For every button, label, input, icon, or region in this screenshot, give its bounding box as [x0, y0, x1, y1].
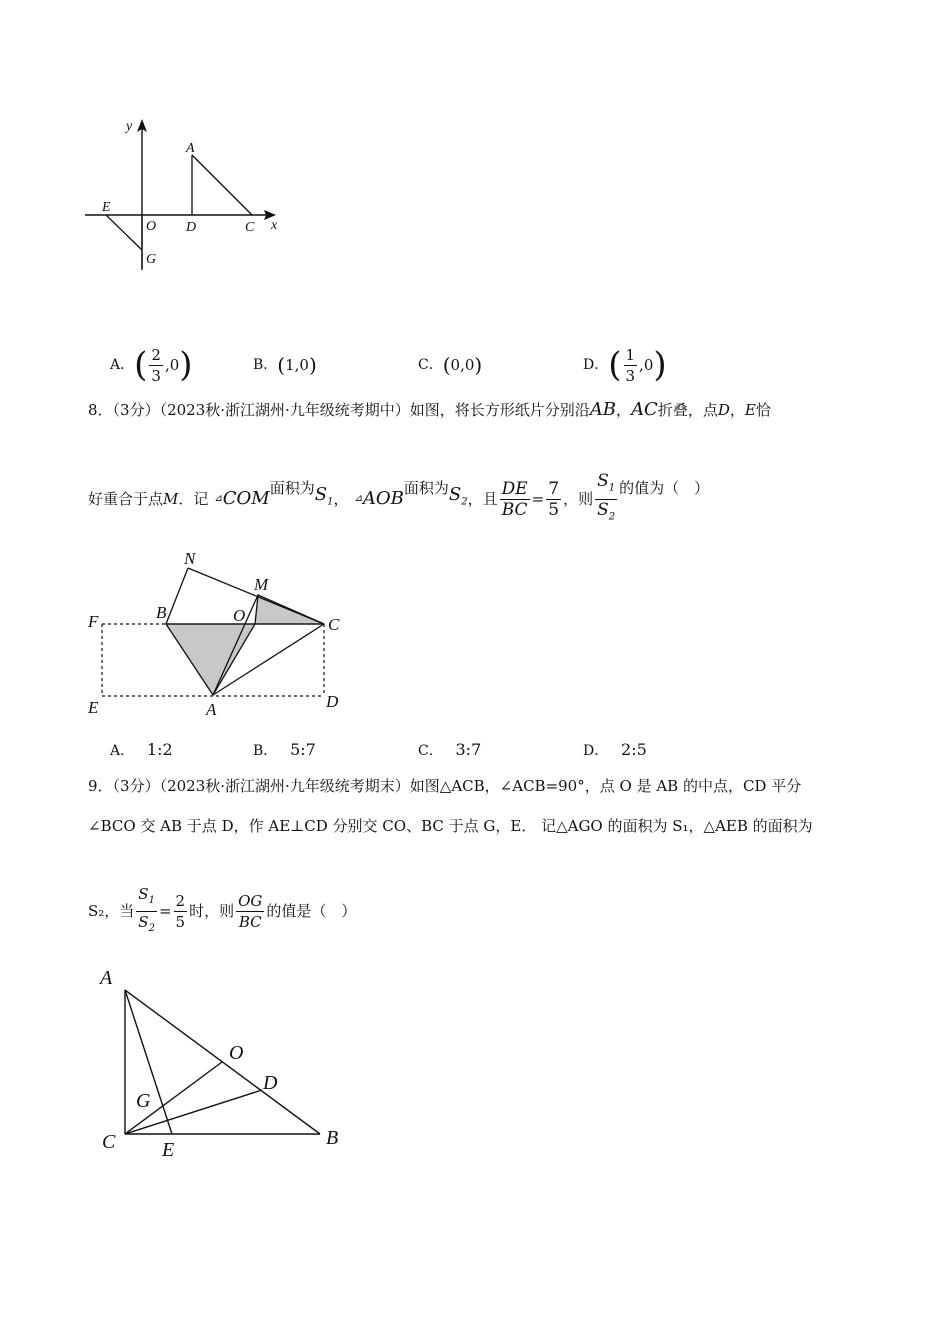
q9-line-3: [88, 886, 356, 936]
fraction-2-5: [174, 891, 188, 932]
fraction-num: DE: [501, 478, 528, 499]
option-letter: D．: [583, 357, 609, 373]
fraction-og-bc: [236, 891, 264, 932]
option-rest: ,0: [164, 356, 180, 374]
label-E: E: [88, 698, 99, 717]
label-D: D: [326, 692, 339, 711]
label-M: M: [254, 575, 269, 594]
fraction: [624, 345, 638, 386]
left-paren: (: [442, 353, 451, 377]
label-G: G: [146, 252, 157, 267]
fraction-den: 5: [548, 499, 560, 520]
fraction-num: $S_1$: [136, 884, 157, 912]
label-C: C: [328, 615, 340, 634]
label-O: O: [146, 219, 157, 234]
fraction-num: $S_1$: [595, 471, 617, 499]
label-E: E: [102, 200, 111, 215]
label-N: N: [184, 549, 196, 568]
equals-sign: =: [531, 490, 545, 508]
triangle-com: COM: [222, 488, 270, 509]
label-O: O: [229, 1042, 244, 1064]
triangle-aob: AOB: [362, 488, 404, 509]
fraction-den: BC: [238, 912, 262, 931]
s2-symbol: $S_2$: [448, 484, 468, 508]
fraction-de-bc: [500, 479, 530, 520]
fraction-den: $S_2$: [138, 912, 155, 934]
fraction-den: 3: [625, 366, 636, 385]
q8-line-1: [88, 400, 771, 420]
label-A: A: [206, 700, 217, 719]
label-B: B: [326, 1127, 339, 1149]
q8-option-b[interactable]: [253, 740, 316, 761]
q8-option-a[interactable]: [110, 740, 173, 761]
fraction: [149, 345, 163, 386]
triangle-symbol: ⊿: [214, 493, 223, 504]
label-E: E: [162, 1139, 175, 1161]
label-C: C: [102, 1131, 116, 1153]
q8-line-2: [88, 471, 710, 524]
option-letter: B．: [253, 357, 278, 373]
fraction-den: 3: [151, 366, 161, 385]
q8-coincide-text: 好重合于点: [88, 490, 164, 508]
and-text: ，且: [467, 490, 498, 508]
option-letter: C．: [418, 743, 443, 759]
option-value: 1:2: [146, 740, 173, 759]
option-value: 0,0: [450, 356, 475, 374]
fraction-num: 7: [548, 478, 560, 499]
fraction-num: OG: [238, 891, 263, 910]
label-A: A: [186, 141, 195, 156]
area-of-text: 面积为: [403, 479, 449, 497]
q9-when-start: S₂，当: [88, 902, 135, 920]
option-value: 1,0: [285, 356, 309, 374]
option-letter: A．: [110, 743, 135, 759]
segment-nb: [166, 568, 188, 624]
label-D: D: [263, 1072, 278, 1094]
label-F: F: [88, 612, 99, 631]
q8-option-c[interactable]: [418, 740, 481, 761]
right-paren: ): [179, 345, 193, 385]
q8-ask-text: 的值为（ ）: [619, 479, 710, 497]
label-y: y: [126, 119, 133, 134]
q7-option-c[interactable]: [418, 352, 482, 378]
fraction-num: 1: [625, 345, 636, 364]
fraction-7-5: [546, 479, 561, 520]
left-paren: (: [134, 345, 148, 385]
segment-EG: [106, 215, 142, 250]
segment-ae: [125, 990, 172, 1134]
coordinate-figure-q7: [80, 110, 300, 280]
comma: ，: [333, 490, 349, 508]
q9-when-text: 时，则: [189, 902, 235, 920]
label-x: x: [271, 218, 278, 233]
q8-record-text: ．记: [178, 490, 209, 508]
label-G: G: [136, 1090, 151, 1112]
q9-line-1: 9．（3分）（2023秋·浙江湖州·九年级统考期末）如图△ACB，∠ACB=90°，点 O 是 AB 的中点，CD 平分: [88, 777, 802, 795]
option-value: 5:7: [290, 740, 316, 759]
label-C: C: [245, 220, 255, 235]
then-text: ，则: [563, 490, 594, 508]
fraction-num: 2: [151, 345, 161, 364]
segment-ac: AC: [631, 399, 658, 420]
right-paren: ): [308, 353, 317, 377]
option-letter: C．: [418, 357, 443, 373]
option-value: 3:7: [455, 740, 482, 759]
option-value: 2:5: [621, 740, 647, 759]
q8-stem-start: 8．（3分）（2023秋·浙江湖州·九年级统考期中）如图，将长方形纸片分别沿: [88, 401, 590, 419]
s1-symbol: $S_1$: [314, 484, 334, 508]
point-d: D: [717, 401, 730, 419]
folding-figure-q8: [80, 545, 370, 725]
q9-line-2: ∠BCO 交 AB 于点 D，作 AE⊥CD 分别交 CO、BC 于点 G，E． 记△AGO 的面积为 S₁，△AEB 的面积为: [88, 817, 813, 835]
point-m: M: [163, 490, 179, 508]
left-paren: (: [608, 345, 622, 385]
option-letter: B．: [253, 743, 278, 759]
fraction-s1-s2: [595, 471, 617, 527]
fraction-den: $S_2$: [597, 499, 616, 522]
area-of-text: 面积为: [269, 479, 315, 497]
q7-option-d[interactable]: [583, 342, 667, 388]
equals-sign: =: [158, 902, 172, 920]
right-paren: ): [653, 345, 667, 385]
label-O: O: [233, 606, 246, 625]
label-B: B: [156, 603, 167, 622]
triangle-symbol: ⊿: [354, 493, 363, 504]
label-A: A: [100, 967, 113, 989]
option-rest: ,0: [639, 356, 654, 374]
left-paren: (: [277, 353, 286, 377]
label-D: D: [186, 220, 197, 235]
point-e: E: [744, 401, 756, 419]
fraction-den: 5: [175, 912, 186, 931]
fraction-den: BC: [501, 499, 528, 520]
fraction-num: 2: [175, 891, 186, 910]
segment-ab: AB: [589, 399, 617, 420]
triangle-figure-q9: [90, 960, 360, 1165]
q8-fold-text: 折叠，点: [657, 401, 718, 419]
shaded-triangle-aob: [166, 624, 255, 695]
right-paren: ): [474, 353, 483, 377]
option-letter: D．: [583, 743, 609, 759]
q7-option-b[interactable]: [253, 352, 317, 378]
q9-ask-text: 的值是（ ）: [266, 902, 357, 920]
comma: ，: [616, 401, 632, 419]
q8-line1-end: 恰: [755, 401, 771, 419]
q8-option-d[interactable]: [583, 740, 647, 761]
fraction-s1-s2: [136, 884, 157, 939]
segment-AC: [192, 155, 252, 215]
option-letter: A．: [110, 357, 135, 373]
comma: ，: [729, 401, 745, 419]
q7-option-a[interactable]: [110, 342, 193, 388]
